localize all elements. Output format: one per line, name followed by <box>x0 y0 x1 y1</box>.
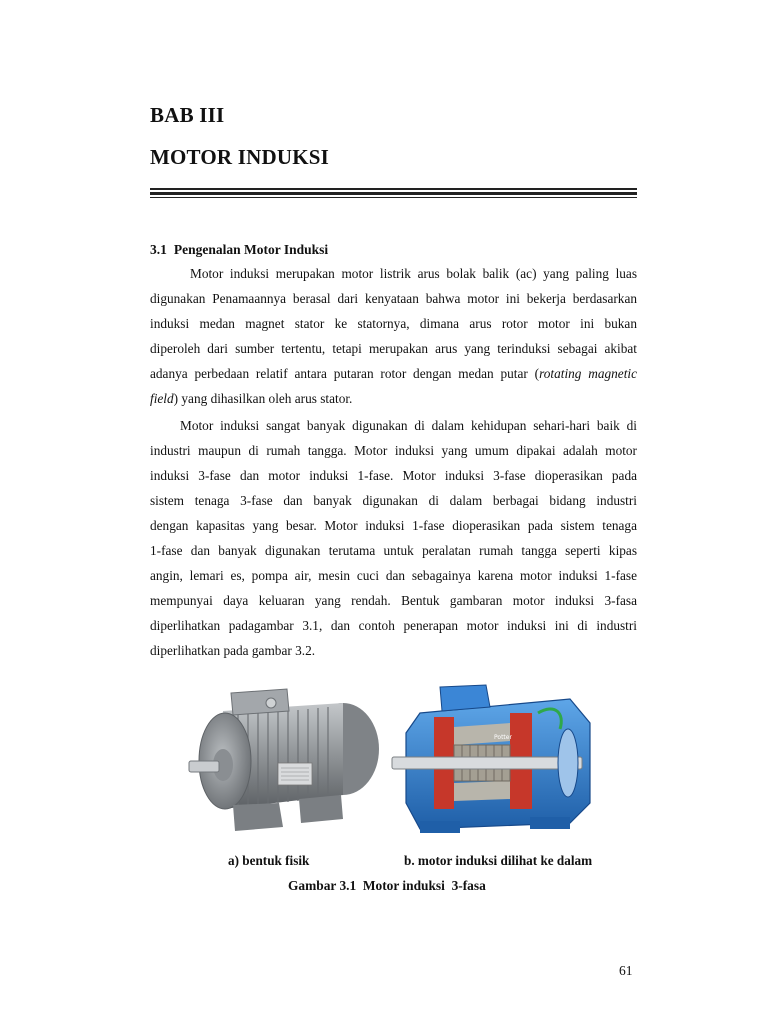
text-line: diperlihatkan pada gambar 3.2. <box>150 643 316 658</box>
header-rule <box>150 197 637 198</box>
section-heading <box>150 242 328 258</box>
text-line: industri maupun di rumah tangga. Motor induksi yang umum dipakai adalah motor <box>150 443 637 458</box>
text-line: diperlihatkan padagambar 3.1, dan contoh penerapan motor induksi ini di industri <box>150 618 637 633</box>
figure-subcaption-b: b. motor induksi dilihat ke dalam <box>404 853 593 868</box>
text-run: ) yang dihasilkan oleh arus stator. <box>173 391 353 406</box>
text-line: diperoleh dari sumber tertentu, tetapi merupakan arus yang terinduksi sebagai akibat <box>150 341 637 356</box>
text-line: dengan kapasitas yang besar. Motor induksi 1-fase dioperasikan pada sistem tenaga <box>150 518 637 533</box>
motor-cutaway-image <box>390 683 596 840</box>
header-rule <box>150 188 637 190</box>
text-line: digunakan Penamaannya berasal dari kenyataan bahwa motor ini bekerja berdasarkan <box>150 291 637 306</box>
text-line: induksi medan magnet stator ke statornya, dimana arus rotor motor ini bukan <box>150 316 637 331</box>
motor-exterior-image <box>183 681 383 841</box>
text-line: mempunyai daya keluaran yang rendah. Bentuk gambaran motor induksi 3-fasa <box>150 593 637 608</box>
text-line <box>150 389 637 409</box>
figure-subcaption-a: a) bentuk fisik <box>228 853 310 868</box>
text-line <box>150 364 637 384</box>
chapter-label: BAB III <box>150 103 225 127</box>
brand-label: Potter <box>494 734 512 741</box>
section-number: 3.1 <box>150 242 167 257</box>
text-line: Motor induksi merupakan motor listrik arus bolak balik (ac) yang paling luas <box>190 266 637 281</box>
figure-caption: Gambar 3.1 Motor induksi 3-fasa <box>288 878 486 893</box>
text-line: Motor induksi sangat banyak digunakan di dalam kehidupan sehari-hari baik di <box>180 418 637 433</box>
text-line: sistem tenaga 3-fase dan banyak digunakan di dalam berbagai bidang industri <box>150 493 637 508</box>
text-line: induksi 3-fase dan motor induksi 1-fase. Motor induksi 3-fase dioperasikan pada <box>150 468 637 483</box>
text-line: angin, lemari es, pompa air, mesin cuci dan sebagainya karena motor induksi 1-fase <box>150 568 637 583</box>
chapter-title: MOTOR INDUKSI <box>150 145 329 169</box>
page-number: 61 <box>619 963 633 978</box>
text-line: 1-fase dan banyak digunakan terutama untuk peralatan rumah tangga seperti kipas <box>150 543 637 558</box>
italic-term: field <box>150 391 174 406</box>
section-title: Pengenalan Motor Induksi <box>173 242 329 257</box>
text-run: adanya perbedaan relatif antara putaran rotor dengan medan putar ( <box>150 366 540 381</box>
header-rule <box>150 192 637 195</box>
italic-term: rotating magnetic <box>539 366 637 381</box>
